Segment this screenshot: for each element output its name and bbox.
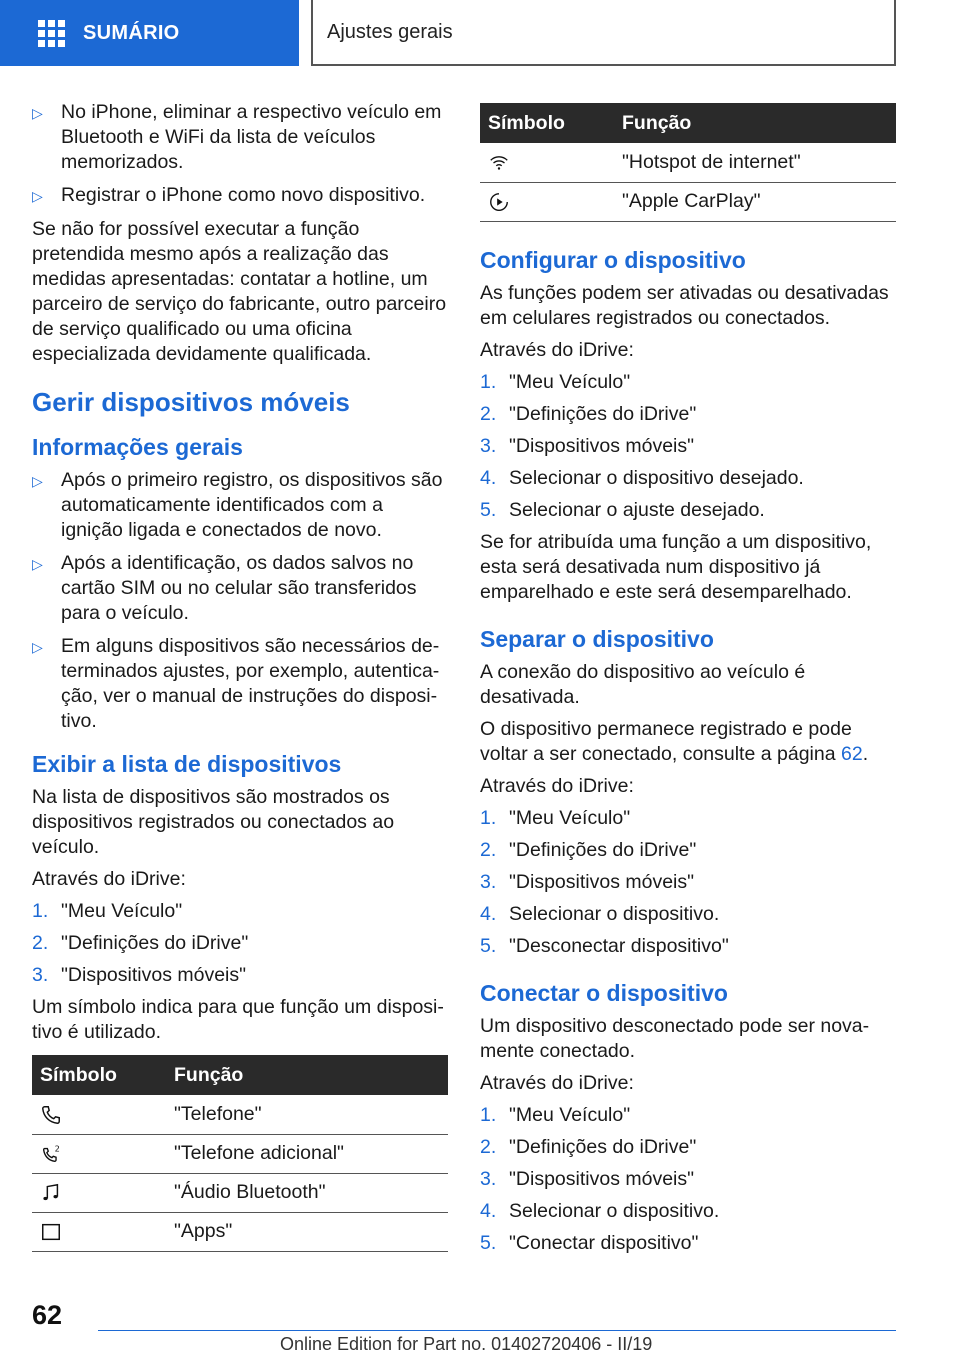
table-row <box>32 1173 448 1212</box>
left-column <box>32 100 448 1270</box>
step-text: "Dispositivos móveis" <box>509 1167 695 1190</box>
paragraph-support: Se não for possível executar a função pretendida mesmo após a realização das medidas apresentadas: contatar a hotline, um parceiro de serviço do fabricante, outro parceiro de serviço qualificado ou uma oficina especializada devidamente qualificada. <box>32 218 447 365</box>
steps-list <box>480 370 896 523</box>
step-text: "Definições do iDrive" <box>509 1135 697 1158</box>
step-number: 2. <box>480 402 497 425</box>
table-row <box>480 143 896 182</box>
paragraph-config: As funções podem ser ativadas ou desativadas em celulares registrados ou conectados. <box>480 281 889 329</box>
list-item <box>480 466 896 491</box>
edition-text: Online Edition for Part no. 01402720406 - II/19 <box>280 1334 653 1354</box>
table-row <box>32 1095 448 1134</box>
symbol-cell <box>32 1173 166 1212</box>
step-number: 3. <box>480 870 497 893</box>
step-number: 2. <box>32 932 49 954</box>
section-tab[interactable] <box>311 0 896 66</box>
step-number: 5. <box>480 1231 497 1254</box>
triangle-bullet-icon: ▷ <box>32 556 43 572</box>
function-cell: "Apps" <box>166 1212 448 1251</box>
footer-divider <box>98 1330 896 1331</box>
column-header-symbol: Símbolo <box>480 103 614 143</box>
step-text: Selecionar o dispositivo. <box>509 902 720 925</box>
table-header-row <box>32 1055 448 1095</box>
list-item <box>480 934 896 959</box>
step-text: "Dispositivos móveis" <box>509 434 695 457</box>
heading-manage-devices: Gerir dispositivos móveis <box>32 387 350 417</box>
step-number: 3. <box>480 1167 497 1190</box>
symbol-cell <box>32 1134 166 1173</box>
table-row <box>480 182 896 221</box>
step-number: 4. <box>480 902 497 925</box>
heading-separate-device: Separar o dispositivo <box>480 625 714 652</box>
list-item <box>32 551 448 626</box>
step-number: 1. <box>480 1103 497 1126</box>
wifi-hotspot-icon <box>488 152 510 174</box>
step-text: "Meu Veículo" <box>61 900 183 922</box>
paragraph-text: . <box>862 742 869 765</box>
bullet-text: Após a identificação, os dados salvos no cartão SIM ou no celular são transferidos para o veículo. <box>61 552 417 624</box>
heading-device-list: Exibir a lista de dispositivos <box>32 751 342 777</box>
list-item <box>480 434 896 459</box>
list-item <box>480 1135 896 1160</box>
list-item <box>32 183 448 209</box>
step-text: "Meu Veículo" <box>509 370 631 393</box>
symbol-cell <box>32 1212 166 1251</box>
paragraph-separate-ref <box>480 717 896 767</box>
function-cell: "Telefone adicional" <box>166 1134 448 1173</box>
function-cell: "Telefone" <box>166 1095 448 1134</box>
column-header-symbol: Símbolo <box>32 1055 166 1095</box>
step-text: "Desconectar dispositivo" <box>509 934 729 957</box>
step-text: "Dispositivos móveis" <box>509 870 695 893</box>
list-item <box>480 902 896 927</box>
step-number: 5. <box>480 498 497 521</box>
top-navigation <box>0 0 960 66</box>
step-text: "Dispositivos móveis" <box>61 964 247 986</box>
paragraph-device-list: Na lista de dispositivos são mostrados os dispositivos registrados ou conectados ao veículo. <box>32 786 395 858</box>
music-note-icon <box>40 1182 62 1204</box>
list-item <box>32 468 448 543</box>
paragraph-symbol: Um símbolo indica para que função um dispositivo é utilizado. <box>32 996 444 1043</box>
heading-connect-device: Conectar o dispositivo <box>480 979 728 1006</box>
step-text: "Definições do iDrive" <box>509 838 697 861</box>
step-text: Selecionar o ajuste desejado. <box>509 498 765 521</box>
carplay-icon <box>488 191 510 213</box>
list-item <box>480 806 896 831</box>
triangle-bullet-icon: ▷ <box>32 473 43 489</box>
step-number: 2. <box>480 1135 497 1158</box>
step-text: "Meu Veículo" <box>509 1103 631 1126</box>
page-reference-link[interactable]: 62 <box>840 742 863 765</box>
list-item <box>32 931 448 956</box>
paragraph-connect: Um dispositivo desconectado pode ser novamente conectado. <box>480 1014 870 1062</box>
steps-list <box>480 1103 896 1256</box>
list-item <box>480 1103 896 1128</box>
step-number: 3. <box>480 434 497 457</box>
list-item <box>480 870 896 895</box>
step-text: "Definições do iDrive" <box>509 402 697 425</box>
heading-configure-device: Configurar o dispositivo <box>480 246 746 273</box>
list-item <box>480 1231 896 1256</box>
phone-additional-icon <box>40 1143 62 1165</box>
step-number: 4. <box>480 466 497 489</box>
column-header-function: Função <box>166 1055 448 1095</box>
grid-menu-icon <box>38 20 65 47</box>
bullet-text: Registrar o iPhone como novo dispositivo. <box>61 184 426 206</box>
step-number: 5. <box>480 934 497 957</box>
step-number: 4. <box>480 1199 497 1222</box>
phone-icon <box>40 1104 62 1126</box>
table-row <box>32 1212 448 1251</box>
symbol-cell <box>480 143 614 182</box>
right-column <box>480 100 896 1263</box>
steps-list <box>480 806 896 959</box>
list-item <box>480 1167 896 1192</box>
svg-text:2: 2 <box>54 1143 60 1154</box>
step-number: 1. <box>480 806 497 829</box>
list-item <box>480 838 896 863</box>
step-number: 2. <box>480 838 497 861</box>
column-header-function: Função <box>614 103 896 143</box>
bullet-text: No iPhone, eliminar a respectivo veículo em Bluetooth e WiFi da lista de veículos memorizados. <box>61 101 442 173</box>
bullet-text: Após o primeiro registro, os dispositivos são automaticamente identificados com a ignição ligada e conectados de novo. <box>61 469 443 541</box>
function-cell: "Hotspot de internet" <box>614 143 896 182</box>
list-item <box>480 1199 896 1224</box>
list-item <box>32 899 448 924</box>
list-item <box>480 370 896 395</box>
paragraph-via-idrive: Através do iDrive: <box>480 1071 634 1094</box>
page-number: 62 <box>32 1300 63 1330</box>
table-row <box>32 1134 448 1173</box>
apps-square-icon <box>40 1221 62 1243</box>
step-text: Selecionar o dispositivo. <box>509 1199 720 1222</box>
paragraph-via-idrive: Através do iDrive: <box>480 338 634 361</box>
paragraph-separate: A conexão do dispositivo ao veículo é desativada. <box>480 660 806 708</box>
paragraph-text: O dispositivo permanece registrado e pode voltar a ser conectado, consulte a página <box>480 717 852 765</box>
heading-general-info: Informações gerais <box>32 434 243 460</box>
table-header-row <box>480 103 896 143</box>
step-text: "Meu Veículo" <box>509 806 631 829</box>
triangle-bullet-icon: ▷ <box>32 639 43 655</box>
list-item <box>32 963 448 988</box>
symbol-table-continued <box>480 103 896 222</box>
symbol-cell <box>480 182 614 221</box>
bullet-text: Em alguns dispositivos são necessários determinados ajustes, por exemplo, autenticação, ver o manual de instruções do dispositivo. <box>61 635 440 732</box>
symbol-cell <box>32 1095 166 1134</box>
section-label: Ajustes gerais <box>327 20 453 43</box>
function-cell: "Apple CarPlay" <box>614 182 896 221</box>
list-item <box>32 100 448 175</box>
triangle-bullet-icon: ▷ <box>32 188 43 204</box>
list-item <box>480 498 896 523</box>
step-text: "Conectar dispositivo" <box>509 1231 699 1254</box>
list-item <box>480 402 896 427</box>
summary-label: SUMÁRIO <box>83 21 180 44</box>
summary-tab[interactable] <box>0 0 299 66</box>
list-item <box>32 634 448 734</box>
symbol-table <box>32 1055 448 1252</box>
triangle-bullet-icon: ▷ <box>32 105 43 121</box>
paragraph-via-idrive: Através do iDrive: <box>32 868 186 890</box>
function-cell: "Áudio Bluetooth" <box>166 1173 448 1212</box>
step-number: 1. <box>480 370 497 393</box>
steps-list <box>32 899 448 988</box>
step-text: Selecionar o dispositivo desejado. <box>509 466 804 489</box>
step-number: 1. <box>32 900 49 922</box>
paragraph-config-note: Se for atribuída uma função a um dispositivo, esta será desativada num dispositivo já emparelhado e este será desemparelhado. <box>480 530 872 603</box>
step-number: 3. <box>32 964 49 986</box>
step-text: "Definições do iDrive" <box>61 932 249 954</box>
paragraph-via-idrive: Através do iDrive: <box>480 774 634 797</box>
